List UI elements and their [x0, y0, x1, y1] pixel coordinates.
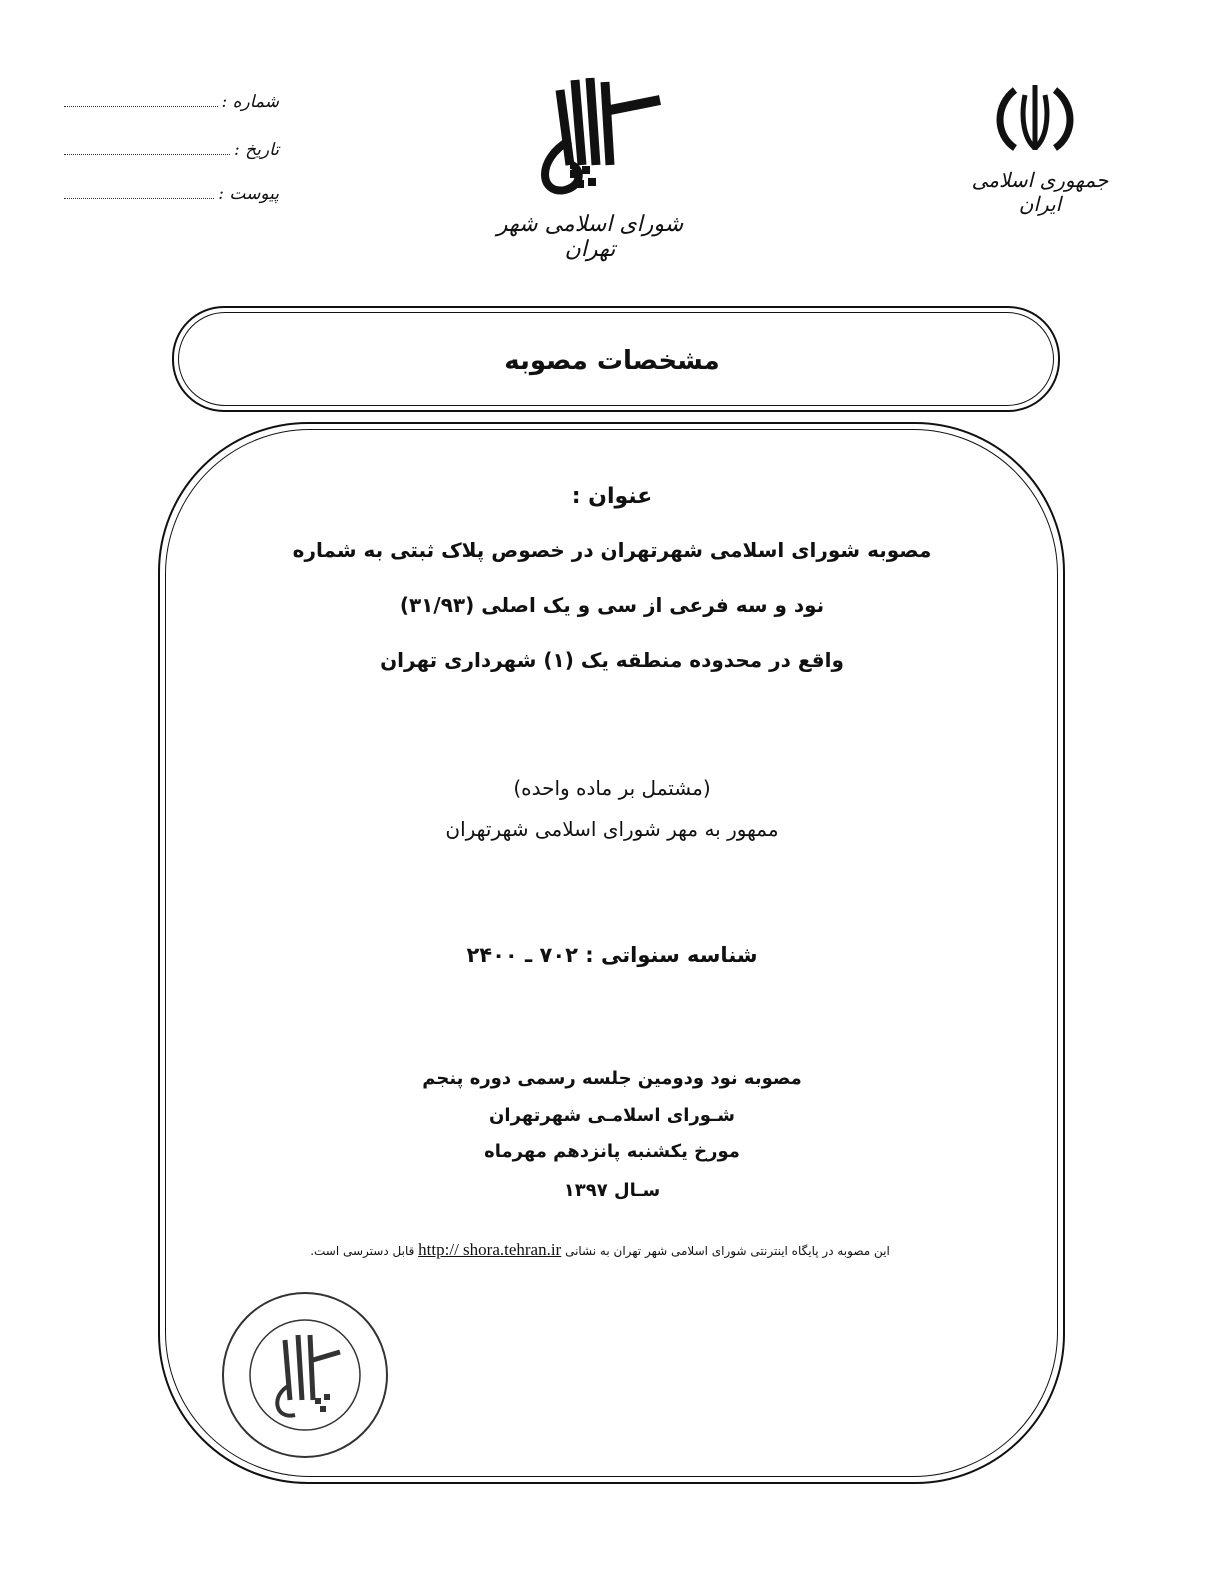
subject-line-3: واقع در محدوده منطقه یک (۱) شهرداری تهران [380, 648, 844, 672]
dotted-line [64, 197, 214, 199]
note-line-2: ممهور به مهر شورای اسلامی شهرتهران [445, 817, 779, 841]
number-field [64, 92, 279, 112]
attachment-field [64, 184, 279, 204]
iran-emblem-icon [990, 80, 1080, 155]
stamp-icon [220, 1290, 390, 1460]
country-text: جمهوری اسلامی ایران [971, 168, 1109, 216]
website-link[interactable]: http:// shora.tehran.ir [418, 1240, 562, 1259]
council-logo-text: شورای اسلامی شهر تهران [496, 212, 684, 262]
footer-text-before: این مصوبه در پایگاه اینترنتی شورای اسلامی شهر تهران به نشانی [565, 1244, 890, 1258]
title-box-title: مشخصات مصوبه [504, 346, 720, 376]
date-field [64, 140, 279, 160]
session-line-2: شـورای اسلامـی شهرتهران [489, 1105, 735, 1126]
note-line-1: (مشتمل بر ماده واحده) [513, 776, 711, 800]
subject-label: عنوان : [571, 484, 653, 509]
attachment-label: پیوست : [218, 184, 279, 204]
council-logo-icon [530, 70, 670, 200]
session-line-4: سـال ۱۳۹۷ [563, 1180, 661, 1201]
subject-line-1: مصوبه شورای اسلامی شهرتهران در خصوص پلاک ثبتی به شماره [292, 538, 932, 562]
subject-line-2: نود و سه فرعی از سی و یک اصلی (۳۱/۹۳) [399, 593, 825, 617]
session-line-1: مصوبه نود ودومین جلسه رسمی دوره پنجم [422, 1068, 802, 1089]
footer-text-after: قابل دسترسی است. [310, 1244, 415, 1258]
identifier: شناسه سنواتی : ۷۰۲ ـ ۲۴۰۰ [466, 943, 758, 967]
number-label: شماره : [221, 92, 279, 112]
official-stamp [220, 1290, 390, 1460]
dotted-line [64, 153, 230, 155]
dotted-line [64, 105, 218, 107]
footer-note [255, 1240, 945, 1260]
session-line-3: مورخ یکشنبه پانزدهم مهرماه [484, 1141, 740, 1162]
date-label: تاریخ : [234, 140, 279, 160]
